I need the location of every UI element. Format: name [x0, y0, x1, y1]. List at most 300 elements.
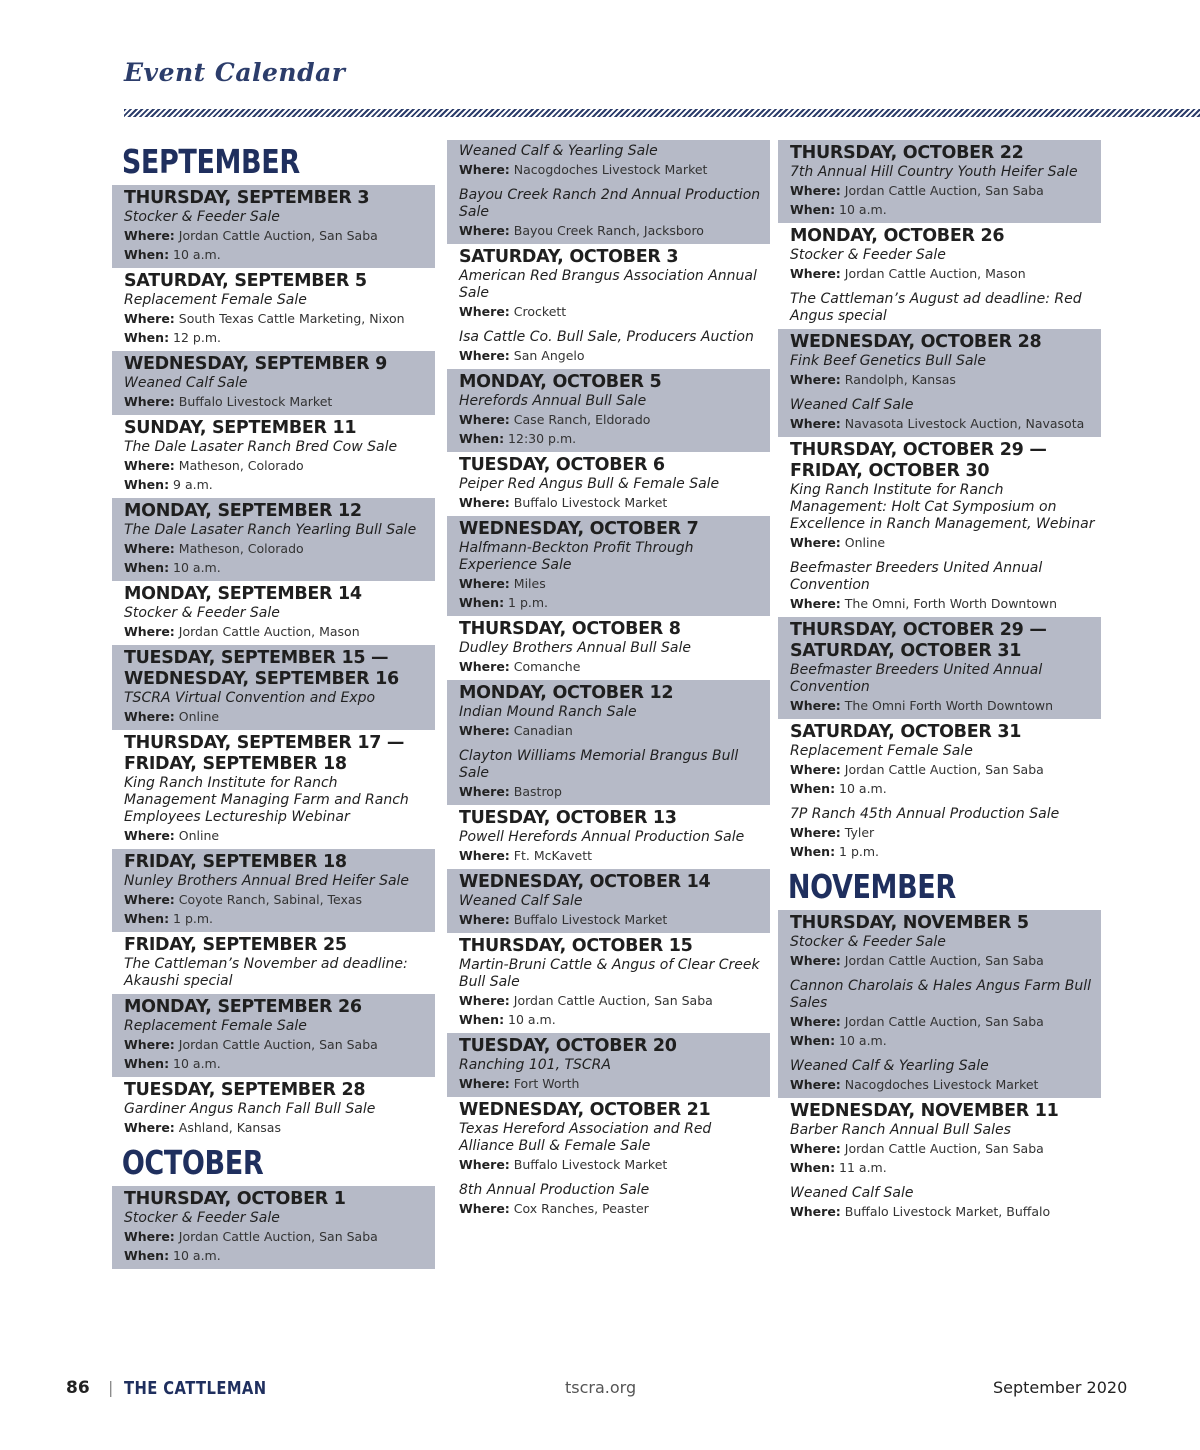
date-block — [447, 516, 770, 616]
event-item — [459, 893, 764, 929]
detail-value: Jordan Cattle Auction, San Saba — [844, 762, 1044, 777]
detail-label: When: — [124, 1248, 170, 1263]
date-block — [447, 616, 770, 680]
event-detail — [790, 1202, 1095, 1221]
detail-value: The Omni Forth Worth Downtown — [844, 698, 1054, 713]
date-block — [447, 369, 770, 452]
event-name: Replacement Female Sale — [124, 1018, 307, 1034]
event-detail — [790, 1139, 1095, 1158]
event-item — [459, 540, 764, 612]
event-name: Replacement Female Sale — [790, 743, 973, 759]
event-detail — [790, 264, 1095, 283]
detail-value: Fort Worth — [513, 1076, 580, 1091]
event-detail — [790, 842, 1095, 861]
event-item — [124, 292, 429, 347]
event-item — [790, 291, 1095, 325]
event-detail — [459, 782, 764, 801]
detail-label: Where: — [459, 412, 510, 427]
magazine-name: THE CATTLEMAN — [124, 1378, 267, 1399]
event-detail — [124, 245, 429, 264]
event-item — [790, 1122, 1095, 1177]
event-detail — [124, 1035, 429, 1054]
detail-label: Where: — [459, 1157, 510, 1172]
month-heading: OCTOBER — [121, 1143, 264, 1182]
detail-label: Where: — [459, 1076, 510, 1091]
detail-label: Where: — [124, 394, 175, 409]
detail-label: Where: — [459, 348, 510, 363]
date-block — [112, 730, 435, 849]
detail-value: Jordan Cattle Auction, San Saba — [844, 953, 1044, 968]
event-name: The Dale Lasater Ranch Bred Cow Sale — [124, 439, 398, 455]
detail-label: Where: — [459, 993, 510, 1008]
event-item — [790, 1185, 1095, 1221]
detail-label: Where: — [790, 266, 841, 281]
event-item — [459, 393, 764, 448]
date-block — [112, 994, 435, 1077]
detail-value: Buffalo Livestock Market — [178, 394, 333, 409]
detail-value: Tyler — [844, 825, 875, 840]
event-name: Powell Herefords Annual Production Sale — [459, 829, 745, 845]
event-detail — [790, 200, 1095, 219]
event-detail — [459, 346, 764, 365]
event-date: WEDNESDAY, SEPTEMBER 9 — [124, 354, 388, 374]
event-name: Weaned Calf Sale — [124, 375, 248, 391]
issue-date: September 2020 — [993, 1378, 1128, 1397]
event-item — [459, 640, 764, 676]
detail-value: 1 p.m. — [173, 911, 214, 926]
event-item — [459, 1121, 764, 1174]
detail-label: Where: — [459, 162, 510, 177]
detail-label: When: — [790, 781, 836, 796]
header-rule — [124, 109, 1200, 117]
detail-label: When: — [124, 1056, 170, 1071]
date-block — [112, 351, 435, 415]
footer-separator: | — [108, 1378, 114, 1397]
event-name: Stocker & Feeder Sale — [790, 934, 946, 950]
event-name: Nunley Brothers Annual Bred Heifer Sale — [124, 873, 410, 889]
date-block — [778, 719, 1101, 865]
detail-label: Where: — [124, 458, 175, 473]
event-detail — [459, 1074, 764, 1093]
event-detail — [790, 1031, 1095, 1050]
date-block — [447, 805, 770, 869]
event-detail — [459, 493, 764, 512]
detail-label: Where: — [124, 311, 175, 326]
date-block — [778, 223, 1101, 329]
event-date: THURSDAY, OCTOBER 15 — [459, 936, 693, 956]
date-block — [112, 645, 435, 730]
detail-value: Case Ranch, Eldorado — [513, 412, 651, 427]
detail-label: Where: — [459, 848, 510, 863]
detail-label: Where: — [124, 228, 175, 243]
detail-label: Where: — [790, 1014, 841, 1029]
event-date: THURSDAY, OCTOBER 1 — [124, 1189, 346, 1209]
event-item — [124, 522, 429, 577]
detail-label: When: — [124, 477, 170, 492]
event-detail — [790, 370, 1095, 389]
event-item — [459, 476, 764, 512]
detail-label: When: — [459, 595, 505, 610]
event-detail — [124, 456, 429, 475]
event-name: The Cattleman’s August ad deadline: Red Angus special — [790, 291, 1082, 324]
event-item — [124, 1210, 429, 1265]
detail-value: 10 a.m. — [173, 1056, 221, 1071]
event-name: TSCRA Virtual Convention and Expo — [124, 690, 376, 706]
event-name: Weaned Calf Sale — [459, 893, 583, 909]
event-detail — [124, 392, 429, 411]
event-item — [459, 329, 764, 365]
date-block — [112, 1186, 435, 1269]
event-name: Dudley Brothers Annual Bull Sale — [459, 640, 691, 656]
detail-label: Where: — [124, 541, 175, 556]
detail-value: Buffalo Livestock Market — [513, 495, 668, 510]
month-heading: NOVEMBER — [787, 867, 956, 906]
detail-value: 1 p.m. — [839, 844, 880, 859]
event-detail — [790, 951, 1095, 970]
event-item — [790, 560, 1095, 613]
detail-value: Comanche — [513, 659, 581, 674]
detail-label: Where: — [459, 576, 510, 591]
event-name: Cannon Charolais & Hales Angus Farm Bull Sales — [790, 978, 1092, 1011]
date-block — [112, 849, 435, 932]
detail-value: Jordan Cattle Auction, San Saba — [178, 228, 378, 243]
detail-label: Where: — [124, 624, 175, 639]
event-detail — [459, 991, 764, 1010]
event-detail — [459, 410, 764, 429]
detail-label: When: — [790, 202, 836, 217]
date-block — [778, 140, 1101, 223]
detail-value: Buffalo Livestock Market, Buffalo — [844, 1204, 1051, 1219]
detail-label: Where: — [790, 698, 841, 713]
detail-label: When: — [124, 560, 170, 575]
event-item — [790, 353, 1095, 389]
event-item — [124, 605, 429, 641]
event-item — [790, 1058, 1095, 1094]
date-block — [112, 415, 435, 498]
event-detail — [790, 181, 1095, 200]
event-detail — [790, 1012, 1095, 1031]
event-name: King Ranch Institute for Ranch Management: Holt Cat Symposium on Excellence in Ranch Management, Webinar — [790, 482, 1095, 532]
date-block — [778, 910, 1101, 1098]
event-detail — [124, 1246, 429, 1265]
detail-label: Where: — [124, 1229, 175, 1244]
event-name: Indian Mound Ranch Sale — [459, 704, 637, 720]
event-item — [124, 956, 429, 990]
detail-label: Where: — [790, 1077, 841, 1092]
event-detail — [124, 558, 429, 577]
event-item — [790, 397, 1095, 433]
detail-value: 12 p.m. — [173, 330, 221, 345]
event-detail — [459, 910, 764, 929]
month-heading: SEPTEMBER — [121, 142, 300, 181]
detail-label: Where: — [790, 762, 841, 777]
date-block — [112, 1077, 435, 1141]
event-date: TUESDAY, SEPTEMBER 15 — WEDNESDAY, SEPTEMBER 16 — [124, 648, 399, 689]
event-item — [124, 439, 429, 494]
detail-value: Miles — [513, 576, 546, 591]
event-item — [124, 1018, 429, 1073]
event-name: Gardiner Angus Ranch Fall Bull Sale — [124, 1101, 376, 1117]
event-item — [790, 247, 1095, 283]
event-date: THURSDAY, NOVEMBER 5 — [790, 913, 1029, 933]
detail-value: The Omni, Forth Worth Downtown — [844, 596, 1058, 611]
detail-value: 10 a.m. — [839, 202, 887, 217]
event-date: THURSDAY, SEPTEMBER 3 — [124, 188, 370, 208]
detail-label: Where: — [459, 912, 510, 927]
event-name: Halfmann-Beckton Profit Through Experience Sale — [459, 540, 694, 573]
event-item — [459, 268, 764, 321]
detail-value: Nacogdoches Livestock Market — [513, 162, 708, 177]
event-name: Weaned Calf Sale — [790, 397, 914, 413]
event-item — [790, 482, 1095, 552]
event-detail — [790, 696, 1095, 715]
detail-value: Matheson, Colorado — [178, 541, 304, 556]
detail-label: Where: — [790, 1204, 841, 1219]
event-item — [124, 1101, 429, 1137]
event-detail — [459, 657, 764, 676]
event-name: Stocker & Feeder Sale — [124, 605, 280, 621]
date-block — [112, 581, 435, 645]
page-title: Event Calendar — [124, 58, 346, 87]
event-detail — [124, 707, 429, 726]
detail-label: Where: — [790, 416, 841, 431]
event-name: Stocker & Feeder Sale — [124, 1210, 280, 1226]
event-detail — [790, 533, 1095, 552]
detail-value: Buffalo Livestock Market — [513, 1157, 668, 1172]
event-name: Barber Ranch Annual Bull Sales — [790, 1122, 1011, 1138]
event-item — [124, 375, 429, 411]
date-block — [112, 268, 435, 351]
event-detail — [790, 823, 1095, 842]
event-detail — [124, 909, 429, 928]
date-block — [778, 1098, 1101, 1225]
event-detail — [459, 429, 764, 448]
detail-label: When: — [459, 431, 505, 446]
event-item — [459, 704, 764, 740]
detail-value: Matheson, Colorado — [178, 458, 304, 473]
detail-value: Coyote Ranch, Sabinal, Texas — [178, 892, 363, 907]
detail-value: 10 a.m. — [173, 1248, 221, 1263]
event-date: TUESDAY, SEPTEMBER 28 — [124, 1080, 366, 1100]
detail-label: When: — [459, 1012, 505, 1027]
event-item — [124, 873, 429, 928]
event-detail — [124, 1054, 429, 1073]
event-date: SATURDAY, OCTOBER 31 — [790, 722, 1022, 742]
event-date: MONDAY, SEPTEMBER 26 — [124, 997, 362, 1017]
event-name: Peiper Red Angus Bull & Female Sale — [459, 476, 720, 492]
detail-value: 10 a.m. — [173, 560, 221, 575]
date-block — [778, 617, 1101, 719]
event-name: The Dale Lasater Ranch Yearling Bull Sale — [124, 522, 417, 538]
detail-value: 12:30 p.m. — [508, 431, 577, 446]
detail-value: 10 a.m. — [839, 1033, 887, 1048]
detail-label: Where: — [124, 828, 175, 843]
detail-value: Bastrop — [513, 784, 562, 799]
detail-label: Where: — [459, 784, 510, 799]
detail-label: Where: — [124, 1120, 175, 1135]
detail-label: Where: — [790, 372, 841, 387]
event-date: TUESDAY, OCTOBER 13 — [459, 808, 677, 828]
detail-label: Where: — [790, 825, 841, 840]
detail-label: Where: — [459, 495, 510, 510]
detail-label: Where: — [459, 223, 510, 238]
event-item — [124, 690, 429, 726]
detail-value: Jordan Cattle Auction, San Saba — [178, 1037, 378, 1052]
event-detail — [459, 721, 764, 740]
event-name: Fink Beef Genetics Bull Sale — [790, 353, 987, 369]
detail-label: Where: — [459, 659, 510, 674]
event-item — [790, 164, 1095, 219]
event-detail — [124, 539, 429, 558]
event-detail — [790, 779, 1095, 798]
event-date: MONDAY, OCTOBER 26 — [790, 226, 1005, 246]
event-detail — [459, 593, 764, 612]
detail-label: When: — [124, 911, 170, 926]
page-number: 86 — [66, 1378, 90, 1398]
event-name: 7P Ranch 45th Annual Production Sale — [790, 806, 1060, 822]
detail-value: Cox Ranches, Peaster — [513, 1201, 649, 1216]
detail-value: Randolph, Kansas — [844, 372, 956, 387]
event-date: SATURDAY, SEPTEMBER 5 — [124, 271, 367, 291]
event-item — [459, 748, 764, 801]
event-item — [124, 775, 429, 845]
detail-label: Where: — [790, 596, 841, 611]
detail-value: Jordan Cattle Auction, San Saba — [178, 1229, 378, 1244]
event-item — [790, 743, 1095, 798]
detail-value: 10 a.m. — [173, 247, 221, 262]
event-date: SATURDAY, OCTOBER 3 — [459, 247, 679, 267]
event-item — [790, 662, 1095, 715]
event-date: WEDNESDAY, OCTOBER 28 — [790, 332, 1042, 352]
event-detail — [790, 1075, 1095, 1094]
event-name: Martin-Bruni Cattle & Angus of Clear Creek Bull Sale — [459, 957, 760, 990]
detail-label: Where: — [790, 183, 841, 198]
event-date: SUNDAY, SEPTEMBER 11 — [124, 418, 357, 438]
detail-value: Crockett — [513, 304, 567, 319]
event-name: Clayton Williams Memorial Brangus Bull Sale — [459, 748, 739, 781]
event-detail — [790, 1158, 1095, 1177]
detail-value: Ashland, Kansas — [178, 1120, 281, 1135]
detail-label: When: — [790, 844, 836, 859]
event-name: Stocker & Feeder Sale — [790, 247, 946, 263]
website-link[interactable]: tscra.org — [565, 1378, 637, 1397]
date-block — [447, 680, 770, 805]
date-block — [447, 869, 770, 933]
date-block — [447, 140, 770, 244]
date-block — [112, 185, 435, 268]
event-item — [124, 209, 429, 264]
event-name: Herefords Annual Bull Sale — [459, 393, 647, 409]
date-block — [447, 452, 770, 516]
event-detail — [459, 160, 764, 179]
event-detail — [790, 414, 1095, 433]
detail-value: Nacogdoches Livestock Market — [844, 1077, 1039, 1092]
detail-label: Where: — [124, 892, 175, 907]
detail-value: Bayou Creek Ranch, Jacksboro — [513, 223, 704, 238]
event-detail — [124, 226, 429, 245]
event-date: THURSDAY, OCTOBER 22 — [790, 143, 1024, 163]
date-block — [778, 437, 1101, 617]
detail-value: San Angelo — [513, 348, 585, 363]
detail-label: When: — [124, 330, 170, 345]
detail-value: Jordan Cattle Auction, Mason — [844, 266, 1026, 281]
detail-label: Where: — [124, 709, 175, 724]
detail-value: Jordan Cattle Auction, San Saba — [513, 993, 713, 1008]
detail-value: Online — [844, 535, 886, 550]
event-detail — [790, 594, 1095, 613]
event-date: FRIDAY, SEPTEMBER 18 — [124, 852, 347, 872]
event-date: WEDNESDAY, OCTOBER 14 — [459, 872, 711, 892]
date-block — [112, 932, 435, 994]
event-detail — [124, 622, 429, 641]
event-name: Beefmaster Breeders United Annual Convention — [790, 662, 1043, 695]
detail-label: When: — [790, 1160, 836, 1175]
event-date: MONDAY, OCTOBER 5 — [459, 372, 662, 392]
event-name: Replacement Female Sale — [124, 292, 307, 308]
event-name: Weaned Calf & Yearling Sale — [459, 143, 658, 159]
event-name: Weaned Calf & Yearling Sale — [790, 1058, 989, 1074]
detail-value: Navasota Livestock Auction, Navasota — [844, 416, 1085, 431]
detail-value: Buffalo Livestock Market — [513, 912, 668, 927]
detail-value: 11 a.m. — [839, 1160, 887, 1175]
event-detail — [459, 302, 764, 321]
event-item — [459, 1057, 764, 1093]
detail-value: 9 a.m. — [173, 477, 213, 492]
event-item — [459, 143, 764, 179]
event-detail — [459, 574, 764, 593]
date-block — [447, 933, 770, 1033]
event-detail — [124, 475, 429, 494]
event-detail — [459, 221, 764, 240]
detail-value: Jordan Cattle Auction, San Saba — [844, 1014, 1044, 1029]
event-name: 7th Annual Hill Country Youth Heifer Sale — [790, 164, 1078, 180]
event-item — [459, 1182, 764, 1218]
event-date: TUESDAY, OCTOBER 20 — [459, 1036, 677, 1056]
detail-label: Where: — [790, 953, 841, 968]
event-detail — [459, 846, 764, 865]
event-name: American Red Brangus Association Annual Sale — [459, 268, 757, 301]
detail-label: Where: — [124, 1037, 175, 1052]
event-name: Stocker & Feeder Sale — [124, 209, 280, 225]
event-date: WEDNESDAY, OCTOBER 21 — [459, 1100, 711, 1120]
date-block — [778, 329, 1101, 437]
date-block — [112, 498, 435, 581]
calendar-column-3 — [778, 140, 1101, 1225]
event-name: Ranching 101, TSCRA — [459, 1057, 611, 1073]
event-date: THURSDAY, OCTOBER 8 — [459, 619, 681, 639]
event-detail — [459, 1199, 764, 1218]
event-detail — [124, 1227, 429, 1246]
event-name: Isa Cattle Co. Bull Sale, Producers Auction — [459, 329, 754, 345]
detail-value: 10 a.m. — [839, 781, 887, 796]
event-date: WEDNESDAY, OCTOBER 7 — [459, 519, 699, 539]
detail-value: South Texas Cattle Marketing, Nixon — [178, 311, 405, 326]
event-detail — [790, 760, 1095, 779]
event-date: FRIDAY, SEPTEMBER 25 — [124, 935, 347, 955]
event-date: THURSDAY, OCTOBER 29 — FRIDAY, OCTOBER 30 — [790, 440, 1047, 481]
event-item — [790, 978, 1095, 1050]
event-date: WEDNESDAY, NOVEMBER 11 — [790, 1101, 1059, 1121]
date-block — [447, 1033, 770, 1097]
event-date: THURSDAY, SEPTEMBER 17 — FRIDAY, SEPTEMBER 18 — [124, 733, 405, 774]
event-detail — [124, 309, 429, 328]
detail-value: Online — [178, 709, 220, 724]
event-detail — [124, 890, 429, 909]
event-detail — [124, 1118, 429, 1137]
detail-label: When: — [124, 247, 170, 262]
calendar-column-2 — [447, 140, 770, 1222]
event-item — [459, 829, 764, 865]
